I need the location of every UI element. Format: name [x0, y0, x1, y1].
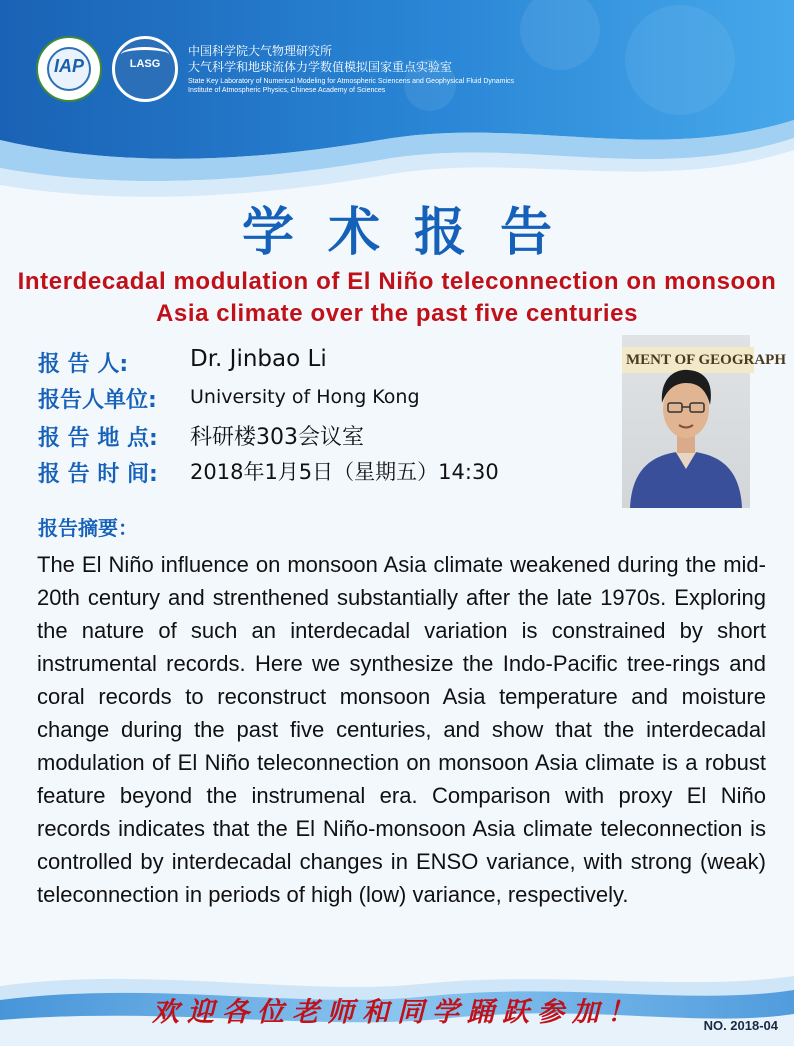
speaker-label: 报 告 人:: [38, 352, 129, 377]
speaker-photo: [622, 335, 787, 508]
abstract-label: 报告摘要：: [38, 516, 138, 540]
lasg-logo-text: LASG: [129, 58, 161, 70]
photo-sign-text: MENT OF GEOGRAPH: [622, 347, 754, 373]
location-value: 科研楼303会议室: [190, 425, 364, 450]
affiliation-label: 报告人单位:: [38, 388, 157, 413]
report-number: NO. 2018-04: [703, 1018, 778, 1033]
header-banner: [0, 0, 794, 210]
institute-name-en: Institute of Atmospheric Physics, Chinese Academy of Sciences: [188, 87, 386, 94]
lab-name-en: State Key Laboratory of Numerical Modeling for Atmospheric Sciencens and Geophysical Fluid Dynamics: [188, 78, 515, 85]
iap-logo: [36, 36, 102, 102]
speaker-name: Dr. Jinbao Li: [190, 346, 327, 372]
iap-logo-text: IAP: [53, 56, 84, 76]
welcome-message: 欢迎各位老师和同学踊跃参加！: [152, 997, 642, 1028]
lab-name-cn: 大气科学和地球流体力学数值模拟国家重点实验室: [188, 60, 453, 74]
location-label: 报 告 地 点:: [38, 426, 158, 451]
time-label: 报 告 时 间:: [38, 462, 158, 487]
talk-title: Interdecadal modulation of El Niño teleconnection on monsoon Asia climate over the past five centuries: [17, 268, 777, 327]
page-title: 学术报告: [241, 202, 586, 263]
affiliation-value: University of Hong Kong: [190, 386, 420, 408]
time-value: 2018年1月5日（星期五）14:30: [190, 460, 499, 484]
abstract-text: The El Niño influence on monsoon Asia climate weakened during the mid-20th century and strenthened substantially after the late 1970s. Exploring the nature of such an interdecadal variation is constrained by short instrumental records. Here we synthesize the Indo-Pacific tree-rings and coral records to reconstruct monsoon Asia temperature and moisture change during the past five centuries, and show that the interdecadal modulation of El Niño teleconnection on monsoon Asia climate is a robust feature beyond the instrumenal era. Comparison with proxy El Niño records indicates that the El Niño-monsoon Asia climate teleconnection is controlled by interdecadal changes in ENSO variance, with strong (weak) teleconnection in periods of high (low) variance, respectively.: [37, 552, 766, 907]
lasg-logo: [112, 36, 178, 102]
institute-name-cn: 中国科学院大气物理研究所: [188, 44, 333, 58]
